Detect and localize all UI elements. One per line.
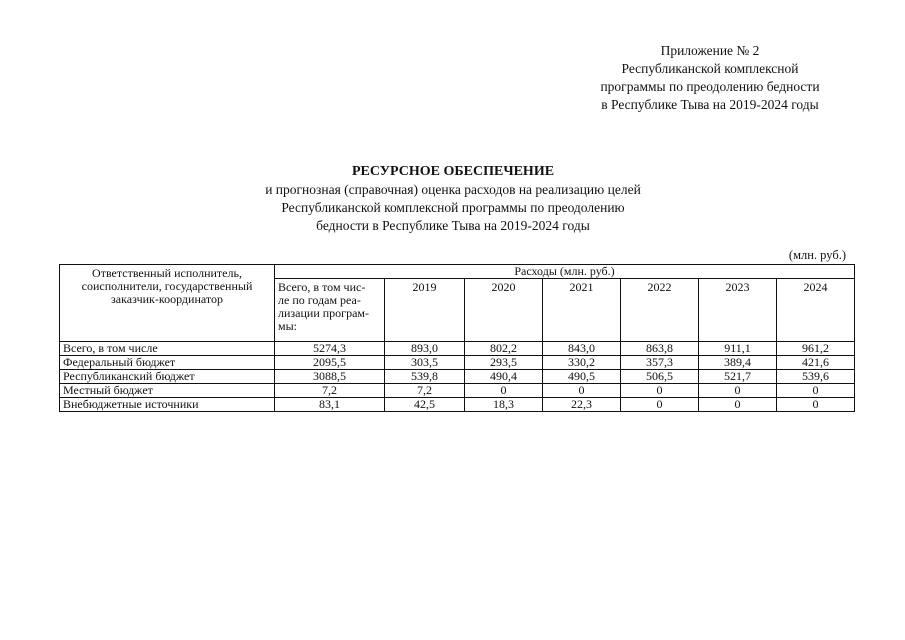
total-header xyxy=(275,279,385,342)
table-row xyxy=(60,370,855,384)
table-row xyxy=(60,398,855,412)
appendix-line: Приложение № 2 xyxy=(660,43,760,58)
table-row xyxy=(60,356,855,370)
total-header-line: лизации програм- xyxy=(278,306,370,320)
appendix-line: Республиканской комплексной xyxy=(621,61,799,76)
executor-header-line: соисполнители, государственный xyxy=(81,279,253,293)
table-row xyxy=(60,342,855,356)
total-header-line: Всего, в том чис- xyxy=(278,280,366,294)
executor-header-line: заказчик-координатор xyxy=(111,292,223,306)
appendix-line: в Республике Тыва на 2019-2024 годы xyxy=(601,97,819,112)
document-heading xyxy=(150,163,756,235)
value-cell: 293,5 xyxy=(465,356,543,370)
total-cell: 5274,3 xyxy=(275,342,385,356)
row-label: Внебюджетные источники xyxy=(60,398,275,412)
value-cell: 0 xyxy=(543,384,621,398)
units-label: (млн. руб.) xyxy=(788,248,846,262)
executor-header xyxy=(60,265,275,342)
year-header: 2020 xyxy=(465,279,543,342)
row-label: Федеральный бюджет xyxy=(60,356,275,370)
value-cell: 0 xyxy=(777,398,855,412)
value-cell: 911,1 xyxy=(699,342,777,356)
value-cell: 421,6 xyxy=(777,356,855,370)
value-cell: 22,3 xyxy=(543,398,621,412)
row-label: Всего, в том числе xyxy=(60,342,275,356)
value-cell: 0 xyxy=(465,384,543,398)
value-cell: 0 xyxy=(699,384,777,398)
value-cell: 0 xyxy=(777,384,855,398)
document-title: РЕСУРСНОЕ ОБЕСПЕЧЕНИЕ xyxy=(351,164,555,179)
value-cell: 0 xyxy=(621,384,699,398)
value-cell: 961,2 xyxy=(777,342,855,356)
value-cell: 18,3 xyxy=(465,398,543,412)
year-header: 2022 xyxy=(621,279,699,342)
expenses-header: Расходы (млн. руб.) xyxy=(275,265,855,279)
value-cell: 389,4 xyxy=(699,356,777,370)
document-subtitle-line: бедности в Республике Тыва на 2019-2024 годы xyxy=(316,218,590,233)
year-header: 2019 xyxy=(385,279,465,342)
document-subtitle-line: Республиканской комплексной программы по преодолению xyxy=(281,200,625,215)
value-cell: 0 xyxy=(621,398,699,412)
value-cell: 863,8 xyxy=(621,342,699,356)
value-cell: 539,6 xyxy=(777,370,855,384)
year-header: 2024 xyxy=(777,279,855,342)
value-cell: 490,4 xyxy=(465,370,543,384)
executor-header-line: Ответственный исполнитель, xyxy=(92,266,242,280)
row-label: Местный бюджет xyxy=(60,384,275,398)
value-cell: 7,2 xyxy=(385,384,465,398)
appendix-line: программы по преодолению бедности xyxy=(600,79,820,94)
row-label: Республиканский бюджет xyxy=(60,370,275,384)
value-cell: 330,2 xyxy=(543,356,621,370)
value-cell: 802,2 xyxy=(465,342,543,356)
value-cell: 303,5 xyxy=(385,356,465,370)
value-cell: 893,0 xyxy=(385,342,465,356)
value-cell: 42,5 xyxy=(385,398,465,412)
total-cell: 2095,5 xyxy=(275,356,385,370)
year-header: 2021 xyxy=(543,279,621,342)
resource-table xyxy=(59,264,855,412)
value-cell: 357,3 xyxy=(621,356,699,370)
total-cell: 7,2 xyxy=(275,384,385,398)
total-cell: 3088,5 xyxy=(275,370,385,384)
value-cell: 0 xyxy=(699,398,777,412)
value-cell: 506,5 xyxy=(621,370,699,384)
value-cell: 539,8 xyxy=(385,370,465,384)
total-cell: 83,1 xyxy=(275,398,385,412)
value-cell: 843,0 xyxy=(543,342,621,356)
document-subtitle-line: и прогнозная (справочная) оценка расходов на реализацию целей xyxy=(265,182,641,197)
total-header-line: ле по годам реа- xyxy=(278,293,361,307)
appendix-block xyxy=(560,42,860,114)
value-cell: 521,7 xyxy=(699,370,777,384)
value-cell: 490,5 xyxy=(543,370,621,384)
total-header-line: мы: xyxy=(278,319,297,333)
year-header: 2023 xyxy=(699,279,777,342)
table-row xyxy=(60,384,855,398)
